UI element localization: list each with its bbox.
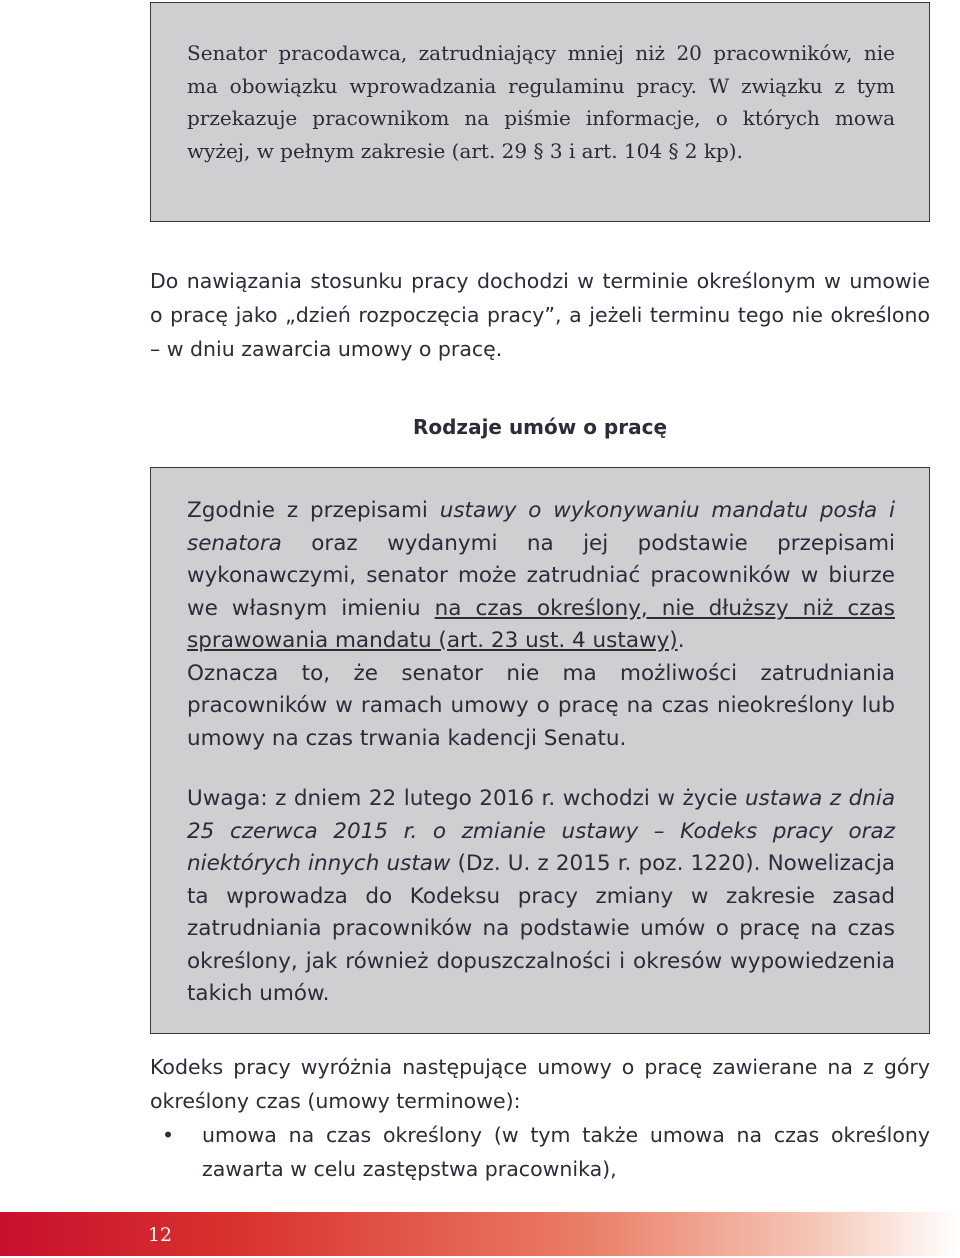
employment-start-paragraph: Do nawiązania stosunku pracy dochodzi w terminie określonym w umowie o pracę jako „dzień rozpoczęcia pracy”, a jeżeli terminu tego nie określono – w dniu zawarcia umowy o pracę. (150, 269, 930, 361)
section-heading: Rodzaje umów o pracę (412, 415, 668, 439)
fixed-term-underlined: na czas określony, nie dłuższy niż czas sprawowania mandatu (art. 23 ust. 4 ustawy) (187, 595, 895, 653)
contract-list-intro: Kodeks pracy wyróżnia następujące umowy o pracę zawierane na z góry określony czas (umowy terminowe): (150, 1055, 930, 1113)
info-box-contract-types (150, 467, 930, 1034)
mandate-law-paragraph: Zgodnie z przepisami ustawy o wykonywaniu mandatu posła i senatora oraz wydanymi na jej podstawie przepisami wykonawczymi, senator może zatrudniać pracowników w biurze we własnym imieniu na czas określony, nie dłuższy niż czas sprawowania mandatu (art. 23 ust. 4 ustawy). (187, 498, 895, 653)
notice-paragraph: Uwaga: z dniem 22 lutego 2016 r. wchodzi w życie ustawa z dnia 25 czerwca 2015 r. o zmianie ustawy – Kodeks pracy oraz niektórych innych ustaw (Dz. U. z 2015 r. poz. 1220). Nowelizacja ta wprowadza do Kodeksu pracy zmiany w zakresie zasad zatrudniania pracowników na podstawie umów o pracę na czas określony, jak również dopuszczalności i okresów wypowiedzenia takich umów. (187, 786, 895, 1006)
meaning-paragraph: Oznacza to, że senator nie ma możliwości zatrudniania pracowników w ramach umowy o pracę na czas nieokreślony lub umowy na czas trwania kadencji Senatu. (187, 660, 895, 751)
law-title-italic: ustawy o wykonywaniu mandatu posła i senatora (187, 498, 895, 556)
amending-law-italic: ustawa z dnia 25 czerwca 2015 r. o zmianie ustawy – Kodeks pracy oraz niektórych innych ustaw (187, 786, 895, 876)
info-box-senator-employer (150, 2, 930, 222)
info-box-text: Senator pracodawca, zatrudniający mniej niż 20 pracowników, nie ma obowiązku wprowadzania regulaminu pracy. W związku z tym przekazuje pracownikom na piśmie informacje, o których mowa wyżej, w pełnym zakresie (art. 29 § 3 i art. 104 § 2 kp). (187, 41, 895, 163)
contract-list-section (150, 1050, 930, 1186)
bullet-icon: • (162, 1123, 175, 1147)
list-item-text: umowa na czas określony (w tym także umowa na czas określony zawarta w celu zastępstwa pracownika), (202, 1123, 930, 1181)
page-number: 12 (147, 1224, 173, 1246)
list-item (150, 1118, 930, 1186)
